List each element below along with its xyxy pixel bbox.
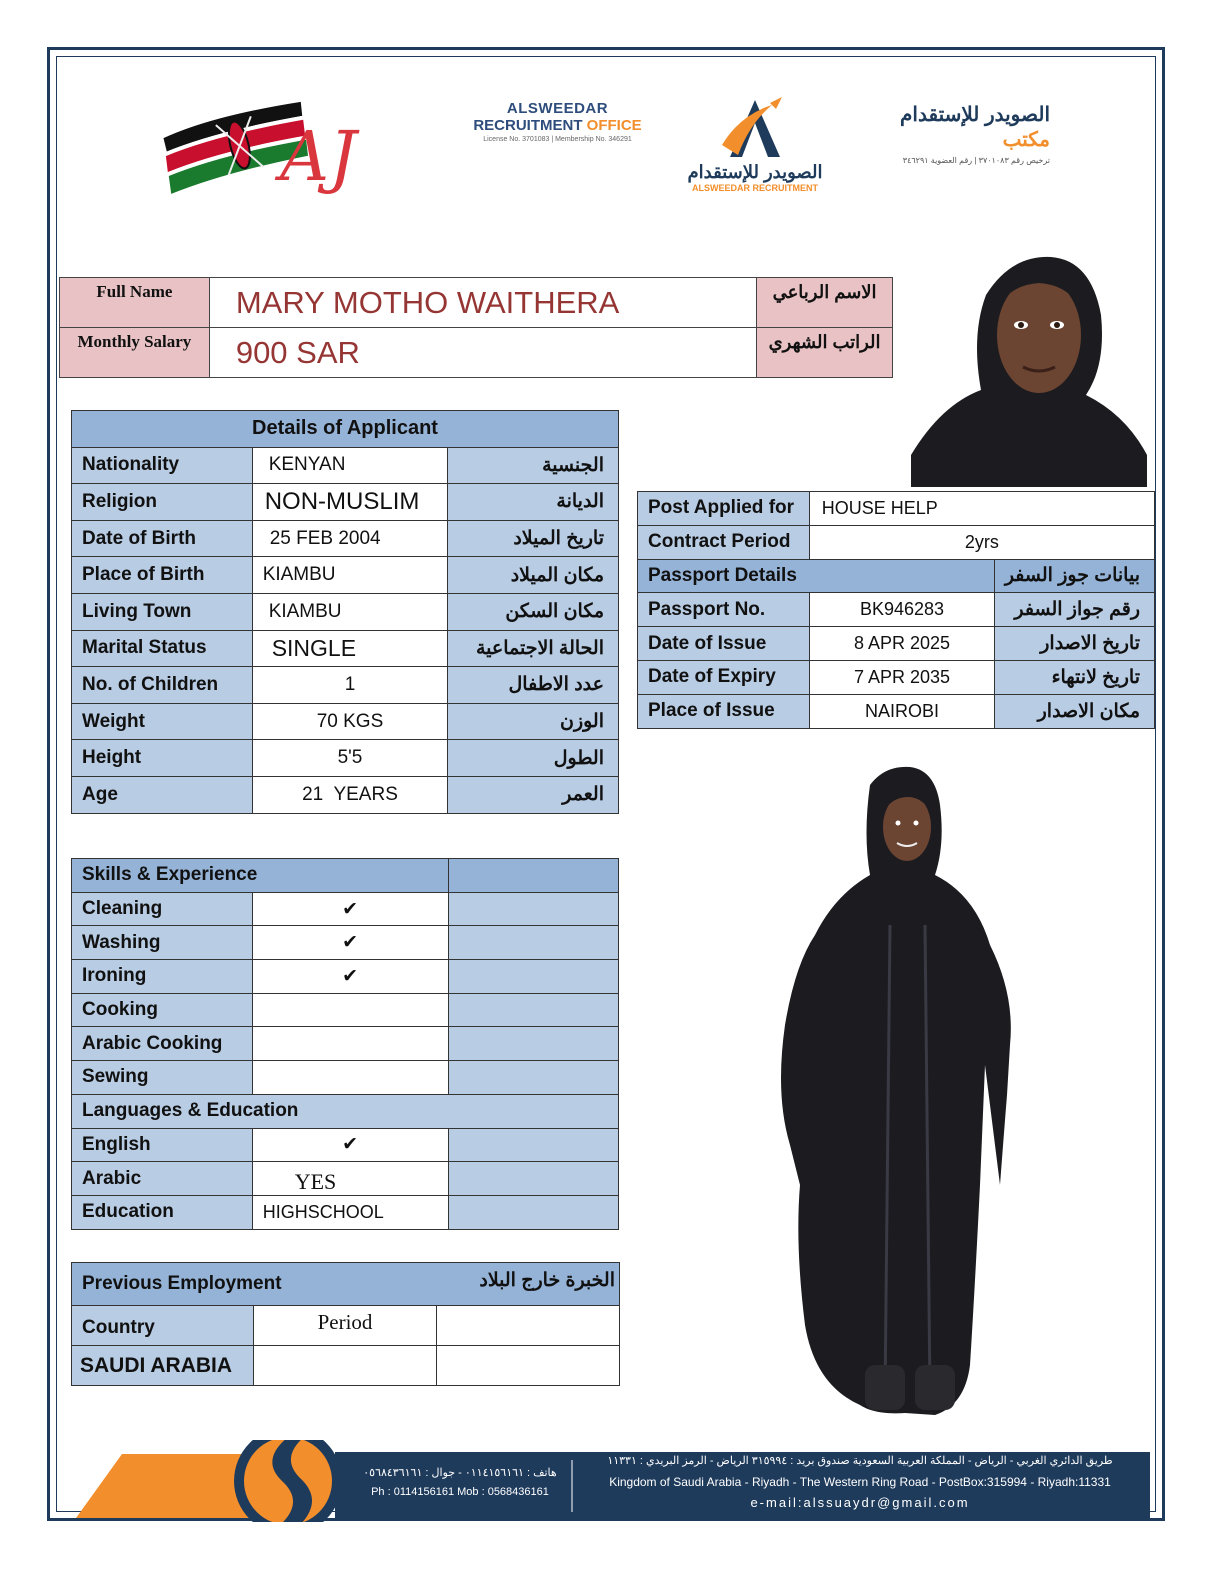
passport-row-issue — [638, 627, 1155, 661]
kenya-flag-aj-logo — [160, 85, 370, 210]
detail-label: Marital Status — [72, 630, 253, 667]
details-table — [71, 410, 619, 814]
arabic-office-word: مكتب — [1002, 129, 1050, 151]
skill-extra — [448, 926, 618, 960]
passport-value: BK946283 — [809, 593, 995, 627]
alsweedar-office-logo — [465, 100, 650, 143]
passport-table — [637, 491, 1155, 729]
skill-label: Cooking — [72, 993, 253, 1027]
detail-value: 25 FEB 2004 — [252, 520, 448, 557]
passport-row-place — [638, 694, 1155, 728]
detail-row-living-town — [72, 593, 619, 630]
passport-value: NAIROBI — [809, 694, 995, 728]
passport-title-ar: بيانات جوز السفر — [995, 559, 1155, 593]
prev-period-value — [254, 1346, 437, 1386]
detail-label-ar: مكان السكن — [448, 593, 619, 630]
detail-label: Height — [72, 740, 253, 777]
detail-label: Nationality — [72, 447, 253, 484]
salary-row — [60, 328, 893, 378]
skill-value — [252, 1061, 448, 1095]
detail-label-ar: عدد الاطفال — [448, 667, 619, 704]
lang-value: YES — [252, 1162, 448, 1196]
lang-extra — [448, 1128, 618, 1162]
skill-value: ✔ — [252, 926, 448, 960]
a-logo-icon — [710, 95, 800, 165]
lang-value: HIGHSCHOOL — [252, 1195, 448, 1229]
full-name-label: Full Name — [60, 278, 210, 328]
detail-label-ar: العمر — [448, 776, 619, 813]
detail-label: Age — [72, 776, 253, 813]
detail-label-ar: الحالة الاجتماعية — [448, 630, 619, 667]
skills-title: Skills & Experience — [72, 859, 449, 893]
arabic-office-title — [850, 102, 1050, 152]
footer-banner — [60, 1440, 1152, 1522]
contract-label: Contract Period — [638, 525, 810, 559]
skills-header-row — [72, 859, 619, 893]
skill-row-sewing — [72, 1061, 619, 1095]
detail-label: Weight — [72, 703, 253, 740]
previous-employment-table — [71, 1262, 620, 1386]
lang-label: Arabic — [72, 1162, 253, 1196]
skills-table — [71, 858, 619, 1230]
detail-row-place-of-birth — [72, 557, 619, 594]
office-name-line2 — [465, 117, 650, 134]
a-logo-english: ALSWEEDAR RECRUITMENT — [692, 183, 818, 193]
languages-title: Languages & Education — [72, 1094, 619, 1128]
detail-label: Date of Birth — [72, 520, 253, 557]
passport-label: Passport No. — [638, 593, 810, 627]
skill-row-cleaning — [72, 892, 619, 926]
skill-label: Arabic Cooking — [72, 1027, 253, 1061]
detail-value: 70 KGS — [252, 703, 448, 740]
detail-label: Place of Birth — [72, 557, 253, 594]
passport-label: Place of Issue — [638, 694, 810, 728]
passport-header-row — [638, 559, 1155, 593]
passport-label-ar: تاريخ الاصدار — [995, 627, 1155, 661]
detail-label: No. of Children — [72, 667, 253, 704]
full-name-label-ar: الاسم الرباعي — [757, 278, 893, 328]
detail-label-ar: مكان الميلاد — [448, 557, 619, 594]
detail-row-religion — [72, 484, 619, 521]
salary-value: 900 SAR — [209, 328, 756, 378]
detail-row-weight — [72, 703, 619, 740]
skill-extra — [448, 892, 618, 926]
detail-value: 1 — [252, 667, 448, 704]
arabic-office-name: الصويدر للإستقدام — [900, 104, 1050, 126]
detail-row-dob — [72, 520, 619, 557]
detail-row-height — [72, 740, 619, 777]
passport-title: Passport Details — [638, 559, 995, 593]
prev-country-label: Country — [72, 1306, 254, 1346]
detail-row-nationality — [72, 447, 619, 484]
detail-label-ar: تاريخ الميلاد — [448, 520, 619, 557]
a-logo-arabic: الصويدر للإستقدام — [687, 162, 823, 182]
contract-row — [638, 525, 1155, 559]
prev-col-header-row — [72, 1306, 620, 1346]
footer-address-en: Kingdom of Saudi Arabia - Riyadh - The Western Ring Road - PostBox:315994 - Riyadh:11331 — [609, 1475, 1111, 1489]
office-name-line1: ALSWEEDAR — [506, 100, 609, 117]
prev-empty-cell — [437, 1306, 620, 1346]
prev-data-row — [72, 1346, 620, 1386]
detail-row-marital-status — [72, 630, 619, 667]
skill-label: Sewing — [72, 1061, 253, 1095]
alsweedar-a-logo — [685, 95, 825, 205]
lang-row-english — [72, 1128, 619, 1162]
detail-value: KENYAN — [252, 447, 448, 484]
prev-country-value: SAUDI ARABIA — [72, 1346, 254, 1386]
footer-email[interactable]: e-mail:alssuaydr@gmail.com — [750, 1495, 970, 1510]
prev-period-label: Period — [254, 1306, 437, 1346]
skill-row-washing — [72, 926, 619, 960]
details-header-row — [72, 411, 619, 448]
skill-extra — [448, 1027, 618, 1061]
footer-phone-ar: هاتف : ٠١١٤١٥٦١٦١ - جوال : ٠٥٦٨٤٣٦١٦١ — [363, 1467, 557, 1479]
skill-value: ✔ — [252, 892, 448, 926]
prev-title: Previous Employment — [82, 1273, 282, 1294]
detail-label-ar: الوزن — [448, 703, 619, 740]
details-title: Details of Applicant — [72, 411, 619, 448]
lang-label: English — [72, 1128, 253, 1162]
lang-extra — [448, 1195, 618, 1229]
post-label: Post Applied for — [638, 492, 810, 526]
skill-extra — [448, 1061, 618, 1095]
skill-label: Washing — [72, 926, 253, 960]
detail-label-ar: الديانة — [448, 484, 619, 521]
post-value: HOUSE HELP — [809, 492, 1154, 526]
post-row — [638, 492, 1155, 526]
salary-label-ar: الراتب الشهري — [757, 328, 893, 378]
prev-header-row — [72, 1263, 620, 1306]
office-license-text: License No. 3701083 | Membership No. 346291 — [483, 136, 632, 143]
skill-row-arabic-cooking — [72, 1027, 619, 1061]
office-office-text: OFFICE — [586, 117, 642, 134]
skill-label: Cleaning — [72, 892, 253, 926]
skill-extra — [448, 960, 618, 994]
detail-value: 5'5 — [252, 740, 448, 777]
salary-label: Monthly Salary — [60, 328, 210, 378]
applicant-headshot-photo — [911, 255, 1147, 487]
passport-row-expiry — [638, 660, 1155, 694]
prev-header-cell — [72, 1263, 620, 1306]
skills-header-empty — [448, 859, 618, 893]
prev-empty-cell — [437, 1346, 620, 1386]
languages-header-row — [72, 1094, 619, 1128]
arabic-license-text: ترخيص رقم ٣٧٠١٠٨٣ | رقم العضوية ٣٤٦٢٩١ — [902, 156, 1050, 165]
passport-row-number — [638, 593, 1155, 627]
name-salary-table — [59, 277, 893, 378]
detail-row-age — [72, 776, 619, 813]
passport-value: 8 APR 2025 — [809, 627, 995, 661]
detail-label-ar: الجنسية — [448, 447, 619, 484]
detail-value: 21 YEARS — [252, 776, 448, 813]
detail-label-ar: الطول — [448, 740, 619, 777]
detail-value: SINGLE — [252, 630, 448, 667]
alsweedar-arabic-logo — [850, 102, 1050, 165]
office-recruitment-text: RECRUITMENT — [473, 117, 583, 134]
lang-row-arabic — [72, 1162, 619, 1196]
passport-label-ar: مكان الاصدار — [995, 694, 1155, 728]
full-name-value: MARY MOTHO WAITHERA — [209, 278, 756, 328]
detail-value: KIAMBU — [252, 593, 448, 630]
detail-label: Living Town — [72, 593, 253, 630]
detail-row-children — [72, 667, 619, 704]
skill-value: ✔ — [252, 960, 448, 994]
svg-text:AJ: AJ — [280, 118, 357, 197]
lang-extra — [448, 1162, 618, 1196]
applicant-full-body-photo — [775, 765, 1025, 1425]
footer-phone-en: Ph : 0114156161 Mob : 0568436161 — [371, 1486, 549, 1498]
lang-row-education — [72, 1195, 619, 1229]
passport-label: Date of Issue — [638, 627, 810, 661]
skill-extra — [448, 993, 618, 1027]
skill-label: Ironing — [72, 960, 253, 994]
lang-value: ✔ — [252, 1128, 448, 1162]
passport-value: 7 APR 2035 — [809, 660, 995, 694]
passport-label-ar: رقم جواز السفر — [995, 593, 1155, 627]
prev-title-ar: الخبرة خارج البلاد — [479, 1270, 615, 1291]
skill-row-ironing — [72, 960, 619, 994]
footer-address-ar: طريق الدائري الغربي - الرياض - المملكة العربية السعودية صندوق بريد : ٣١٥٩٩٤ الرياض - الرمز البريدي : ١١٣٣١ — [607, 1455, 1113, 1467]
detail-value: KIAMBU — [252, 557, 448, 594]
skill-value — [252, 993, 448, 1027]
contract-value: 2yrs — [809, 525, 1154, 559]
passport-label: Date of Expiry — [638, 660, 810, 694]
skill-value — [252, 1027, 448, 1061]
detail-value: NON-MUSLIM — [252, 484, 448, 521]
full-name-row — [60, 278, 893, 328]
skill-row-cooking — [72, 993, 619, 1027]
passport-label-ar: تاريخ لانتهاء — [995, 660, 1155, 694]
detail-label: Religion — [72, 484, 253, 521]
lang-label: Education — [72, 1195, 253, 1229]
